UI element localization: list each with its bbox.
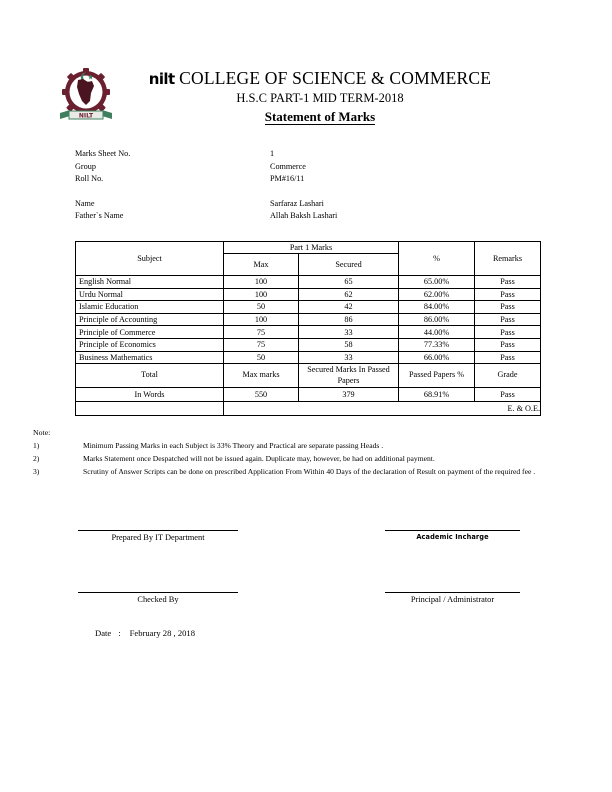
total-max-value: 550 [224,388,299,402]
cell-percent: 65.00% [399,276,475,289]
col-header-secured: Secured [299,254,399,276]
cell-max: 50 [224,301,299,314]
info-row-marks-sheet-no [75,148,495,161]
col-header-percent: % [399,242,475,276]
cell-max: 100 [224,276,299,289]
note-text: Marks Statement once Despatched will not be issued again. Duplicate may, however, be had on additional payment. [83,454,435,464]
signature-principal-administrator: Principal / Administrator [385,592,520,604]
date-value: February 28 , 2018 [129,628,196,638]
date-line [95,628,195,638]
cell-secured: 58 [299,338,399,351]
cell-remarks: Pass [475,351,541,364]
name-value: Sarfaraz Lashari [270,198,324,208]
cell-secured: 62 [299,288,399,301]
cell-secured: 65 [299,276,399,289]
cell-percent: 66.00% [399,351,475,364]
errors-and-omissions-note: E. & O.E. [507,404,540,413]
note-item [33,466,553,477]
brand-name: nilt [148,70,175,88]
table-row-total-header [76,364,541,388]
note-item [33,453,553,464]
signature-checked-by: Checked By [78,592,238,604]
cell-remarks: Pass [475,301,541,314]
cell-subject: Islamic Education [76,301,224,314]
cell-subject: Principle of Economics [76,338,224,351]
marks-table-body [76,276,541,416]
table-row [76,326,541,339]
date-label: Date [95,628,112,638]
cell-subject: Business Mathematics [76,351,224,364]
total-percent-value: 68.91% [399,388,475,402]
student-info-block [75,148,495,223]
roll-no-label: Roll No. [75,174,104,184]
exam-line: H.S.C PART-1 MID TERM-2018 [236,91,404,105]
cell-remarks: Pass [475,338,541,351]
cell-percent: 77.33% [399,338,475,351]
info-row-name [75,198,495,211]
page-title [120,109,520,125]
cell-max: 100 [224,313,299,326]
document-header [0,62,612,142]
cell-max: 100 [224,288,299,301]
signature-prepared-by: Prepared By IT Department [78,530,238,542]
cell-max: 75 [224,338,299,351]
notes-section [33,427,553,479]
marks-sheet-no-label: Marks Sheet No. [75,149,131,158]
total-secured-value: 379 [299,388,399,402]
group-value: Commerce [270,161,306,171]
cell-percent: 86.00% [399,313,475,326]
father-name-value: Allah Baksh Lashari [270,211,338,221]
marks-table [75,241,541,416]
marks-table-head [76,242,541,276]
group-label: Group [75,161,96,171]
total-label: Total [76,364,224,388]
cell-remarks: Pass [475,276,541,289]
cell-secured: 86 [299,313,399,326]
col-header-subject: Subject [76,242,224,276]
cell-max: 75 [224,326,299,339]
table-row [76,288,541,301]
nilt-college-emblem-icon [57,66,115,126]
table-row [76,276,541,289]
total-max-label: Max marks [224,364,299,388]
total-grade-value: Pass [475,388,541,402]
table-row-in-words [76,388,541,402]
cell-max: 50 [224,351,299,364]
marks-sheet-no-value: 1 [270,149,275,158]
notes-heading: Note: [33,428,51,437]
cell-subject: Principle of Commerce [76,326,224,339]
info-row-father-name [75,210,495,223]
total-percent-label: Passed Papers % [399,364,475,388]
cell-subject: Urdu Normal [76,288,224,301]
note-text: Minimum Passing Marks in each Subject is 33% Theory and Practical are separate passing Heads . [83,441,384,451]
cell-percent: 62.00% [399,288,475,301]
cell-subject: Principle of Accounting [76,313,224,326]
col-header-max: Max [224,254,299,276]
col-header-part-marks: Part 1 Marks [224,242,399,254]
total-grade-label: Grade [475,364,541,388]
info-row-roll-no [75,173,495,186]
cell-subject: English Normal [76,276,224,289]
in-words-label: In Words [76,388,224,402]
cell-secured: 33 [299,326,399,339]
note-item [33,440,553,451]
svg-text:NILT: NILT [78,112,94,120]
cell-remarks: Pass [475,326,541,339]
table-row [76,313,541,326]
father-name-label: Father`s Name [75,211,124,221]
table-row [76,351,541,364]
cell-remarks: Pass [475,313,541,326]
roll-no-value: PM#16/11 [270,174,305,184]
signature-academic-incharge: Academic Incharge [385,530,520,541]
cell-remarks: Pass [475,288,541,301]
date-separator: : [118,628,121,638]
cell-percent: 84.00% [399,301,475,314]
title-area [120,68,520,125]
cell-secured: 33 [299,351,399,364]
note-text: Scrutiny of Answer Scripts can be done on prescribed Application From Within 40 Days of the declaration of Result on payment of the required fee . [83,467,536,477]
col-header-remarks: Remarks [475,242,541,276]
header-row-top [76,242,541,254]
college-title [120,68,520,89]
table-row [76,301,541,314]
note-number: 2) [33,454,40,464]
cell-secured: 42 [299,301,399,314]
note-number: 1) [33,441,40,451]
college-name: COLLEGE OF SCIENCE & COMMERCE [179,68,492,88]
total-secured-label: Secured Marks In Passed Papers [299,364,399,388]
info-row-group [75,161,495,174]
cell-percent: 44.00% [399,326,475,339]
note-number: 3) [33,467,40,477]
table-row [76,338,541,351]
info-spacer [75,186,495,198]
name-label: Name [75,198,95,208]
page-title-text: Statement of Marks [264,109,376,124]
